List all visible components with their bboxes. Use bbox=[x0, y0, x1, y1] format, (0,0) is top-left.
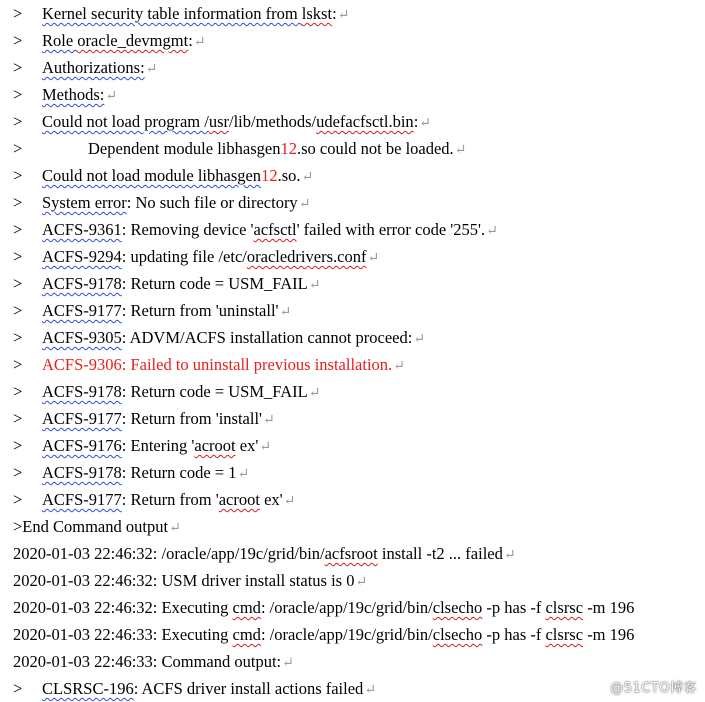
log-line bbox=[13, 27, 705, 54]
log-text-segment: : /oracle/app/19c/grid/bin/ bbox=[260, 625, 433, 644]
log-text-segment: cmd bbox=[232, 598, 261, 617]
log-text-segment: ACFS-9177 bbox=[42, 409, 122, 428]
quote-marker: > bbox=[13, 247, 23, 266]
log-text-segment: Methods: bbox=[42, 85, 105, 104]
log-line bbox=[13, 378, 705, 405]
log-text-segment: usr bbox=[208, 112, 229, 131]
log-text-segment: 2020-01-03 22:46:32: /oracle/app/19c/grid/bin/ bbox=[13, 544, 325, 563]
log-text-segment: oracle_devmgmt bbox=[77, 31, 189, 50]
log-text-segment: -m 196 bbox=[583, 598, 635, 617]
log-line bbox=[13, 297, 705, 324]
quote-marker: > bbox=[13, 328, 23, 347]
log-text-segment: 2020-01-03 22:46:32: USM driver install status is 0 bbox=[13, 571, 355, 590]
log-line bbox=[13, 594, 705, 621]
log-line bbox=[13, 567, 705, 594]
log-text-segment: Role bbox=[42, 31, 78, 50]
log-text-segment: : bbox=[413, 112, 419, 131]
log-line bbox=[13, 513, 705, 540]
log-text-segment: : bbox=[332, 4, 337, 23]
log-line bbox=[13, 54, 705, 81]
quote-marker: > bbox=[13, 274, 23, 293]
log-line bbox=[13, 0, 705, 27]
log-line bbox=[13, 81, 705, 108]
log-text-segment: acfsctl bbox=[253, 220, 297, 239]
log-line bbox=[13, 459, 705, 486]
paragraph-mark-icon: ↵ bbox=[486, 224, 498, 239]
paragraph-mark-icon: ↵ bbox=[263, 413, 275, 428]
log-text-segment: : Return from ' bbox=[121, 490, 219, 509]
log-text-segment: System error bbox=[42, 193, 127, 212]
log-line bbox=[13, 351, 705, 378]
log-line bbox=[13, 405, 705, 432]
log-text-segment: Dependent module libhasgen bbox=[88, 139, 281, 158]
log-text-segment: /lib/methods/ bbox=[229, 112, 317, 131]
log-text-segment: .so. bbox=[277, 166, 301, 185]
log-line bbox=[13, 486, 705, 513]
quote-marker: > bbox=[13, 220, 23, 239]
log-text-segment: oracledrivers.conf bbox=[246, 247, 367, 266]
log-text-segment: Could not load program / bbox=[42, 112, 209, 131]
log-text-segment: Authorizations: bbox=[42, 58, 145, 77]
quote-marker: > bbox=[13, 85, 23, 104]
log-text-segment: ACFS-9178 bbox=[42, 382, 122, 401]
log-text-segment: ACFS-9178 bbox=[42, 274, 122, 293]
quote-marker: > bbox=[13, 4, 23, 23]
quote-marker: > bbox=[13, 139, 23, 158]
paragraph-mark-icon: ↵ bbox=[145, 62, 158, 77]
log-line bbox=[13, 243, 705, 270]
log-text-segment: : ADVM/ACFS installation cannot proceed: bbox=[121, 328, 413, 347]
log-line bbox=[13, 108, 705, 135]
log-text-segment: ACFS-9305 bbox=[42, 328, 122, 347]
paragraph-mark-icon: ↵ bbox=[237, 467, 250, 482]
paragraph-mark-icon: ↵ bbox=[419, 116, 432, 131]
log-text-segment: clsecho bbox=[432, 625, 483, 644]
log-text-segment: Could not load module libhasgen bbox=[42, 166, 262, 185]
log-text-segment: ACFS-9177 bbox=[42, 490, 122, 509]
log-text-segment: : Return code = 1 bbox=[121, 463, 237, 482]
log-text-segment: clsecho bbox=[432, 598, 483, 617]
log-text-segment: : ACFS driver install actions failed bbox=[133, 679, 364, 698]
quote-marker: > bbox=[13, 301, 23, 320]
log-text-segment: 2020-01-03 22:46:33: Command output: bbox=[13, 652, 282, 671]
log-text-segment: -p has -f bbox=[482, 598, 546, 617]
log-text-segment: .so could not be loaded. bbox=[296, 139, 454, 158]
log-text-segment: acroot bbox=[218, 490, 260, 509]
quote-marker: > bbox=[13, 58, 23, 77]
log-text-segment: : /oracle/app/19c/grid/bin/ bbox=[260, 598, 433, 617]
paragraph-mark-icon: ↵ bbox=[454, 143, 467, 158]
quote-marker: > bbox=[13, 31, 23, 50]
log-text-segment: ex' bbox=[259, 490, 283, 509]
paragraph-mark-icon: ↵ bbox=[393, 359, 405, 374]
log-text-segment: ACFS-9176 bbox=[42, 436, 122, 455]
paragraph-mark-icon: ↵ bbox=[308, 278, 321, 293]
log-line bbox=[13, 216, 705, 243]
log-text-segment: -p has -f bbox=[482, 625, 546, 644]
paragraph-mark-icon: ↵ bbox=[355, 575, 368, 590]
quote-marker: > bbox=[13, 490, 23, 509]
paragraph-mark-icon: ↵ bbox=[279, 305, 292, 320]
quote-marker: > bbox=[13, 166, 23, 185]
log-text-segment: cmd bbox=[232, 625, 261, 644]
paragraph-mark-icon: ↵ bbox=[413, 332, 426, 347]
log-line bbox=[13, 648, 705, 675]
log-line bbox=[13, 621, 705, 648]
log-text-segment: Kernel security table information from bbox=[42, 4, 302, 23]
paragraph-mark-icon: ↵ bbox=[283, 494, 296, 509]
log-text-segment: clsrsc bbox=[545, 625, 584, 644]
log-text-segment: : Return code = USM_FAIL bbox=[121, 382, 308, 401]
log-text-segment: : bbox=[188, 31, 193, 50]
log-line bbox=[13, 432, 705, 459]
log-line bbox=[13, 324, 705, 351]
paragraph-mark-icon: ↵ bbox=[169, 521, 181, 536]
quote-marker: > bbox=[13, 463, 23, 482]
paragraph-mark-icon: ↵ bbox=[367, 251, 380, 266]
paragraph-mark-icon: ↵ bbox=[259, 440, 272, 455]
log-text-segment: acfsroot bbox=[324, 544, 378, 563]
quote-marker: > bbox=[13, 436, 23, 455]
log-text-segment: >End Command output bbox=[13, 517, 169, 536]
log-text-segment: ACFS-9178 bbox=[42, 463, 122, 482]
log-text-segment: : Return from 'uninstall' bbox=[121, 301, 279, 320]
log-text-segment: ACFS-9177 bbox=[42, 301, 122, 320]
log-text-segment: install -t2 ... failed bbox=[377, 544, 503, 563]
paragraph-mark-icon: ↵ bbox=[105, 89, 118, 104]
log-text-segment: 2020-01-03 22:46:33: Executing bbox=[13, 625, 233, 644]
log-text-segment: : Return from 'install' bbox=[121, 409, 262, 428]
paragraph-mark-icon: ↵ bbox=[301, 170, 314, 185]
log-text-segment: ex' bbox=[235, 436, 259, 455]
quote-marker: > bbox=[13, 193, 23, 212]
log-text-segment: ACFS-9306: Failed to uninstall previous installation. bbox=[42, 355, 393, 374]
log-text-segment: ' failed with error code '255'. bbox=[296, 220, 486, 239]
log-text-segment: lskst bbox=[301, 4, 333, 23]
quote-marker: > bbox=[13, 382, 23, 401]
log-text-segment: clsrsc bbox=[545, 598, 584, 617]
paragraph-mark-icon: ↵ bbox=[298, 197, 311, 212]
log-line bbox=[13, 135, 705, 162]
log-text-segment: : Entering ' bbox=[121, 436, 195, 455]
quote-marker: > bbox=[13, 679, 23, 698]
paragraph-mark-icon: ↵ bbox=[337, 8, 350, 23]
log-line bbox=[13, 162, 705, 189]
watermark: @51CTO博客 bbox=[610, 681, 697, 696]
paragraph-mark-icon: ↵ bbox=[308, 386, 321, 401]
quote-marker: > bbox=[13, 355, 23, 374]
log-text-segment: : Removing device ' bbox=[121, 220, 254, 239]
paragraph-mark-icon: ↵ bbox=[364, 683, 377, 698]
log-line bbox=[13, 540, 705, 567]
log-text-segment: : No such file or directory bbox=[126, 193, 298, 212]
paragraph-mark-icon: ↵ bbox=[282, 656, 294, 671]
log-text-segment: 12 bbox=[280, 139, 297, 158]
log-text-segment: ACFS-9294 bbox=[42, 247, 122, 266]
quote-marker: > bbox=[13, 112, 23, 131]
paragraph-mark-icon: ↵ bbox=[193, 35, 206, 50]
log-line bbox=[13, 270, 705, 297]
log-line bbox=[13, 675, 705, 702]
log-text-segment: -m 196 bbox=[583, 625, 635, 644]
log-line bbox=[13, 189, 705, 216]
log-text-segment: udefacfsctl.bin bbox=[316, 112, 414, 131]
log-text-segment: 12 bbox=[261, 166, 278, 185]
log-text-segment: : Return code = USM_FAIL bbox=[121, 274, 308, 293]
log-text-segment: ACFS-9361 bbox=[42, 220, 122, 239]
log-text-segment: acroot bbox=[194, 436, 236, 455]
log-text-segment: : updating file /etc/ bbox=[121, 247, 247, 266]
log-text-segment: 2020-01-03 22:46:32: Executing bbox=[13, 598, 233, 617]
document-body bbox=[13, 0, 705, 702]
log-text-segment: CLSRSC-196 bbox=[42, 679, 134, 698]
quote-marker: > bbox=[13, 409, 23, 428]
paragraph-mark-icon: ↵ bbox=[503, 548, 516, 563]
